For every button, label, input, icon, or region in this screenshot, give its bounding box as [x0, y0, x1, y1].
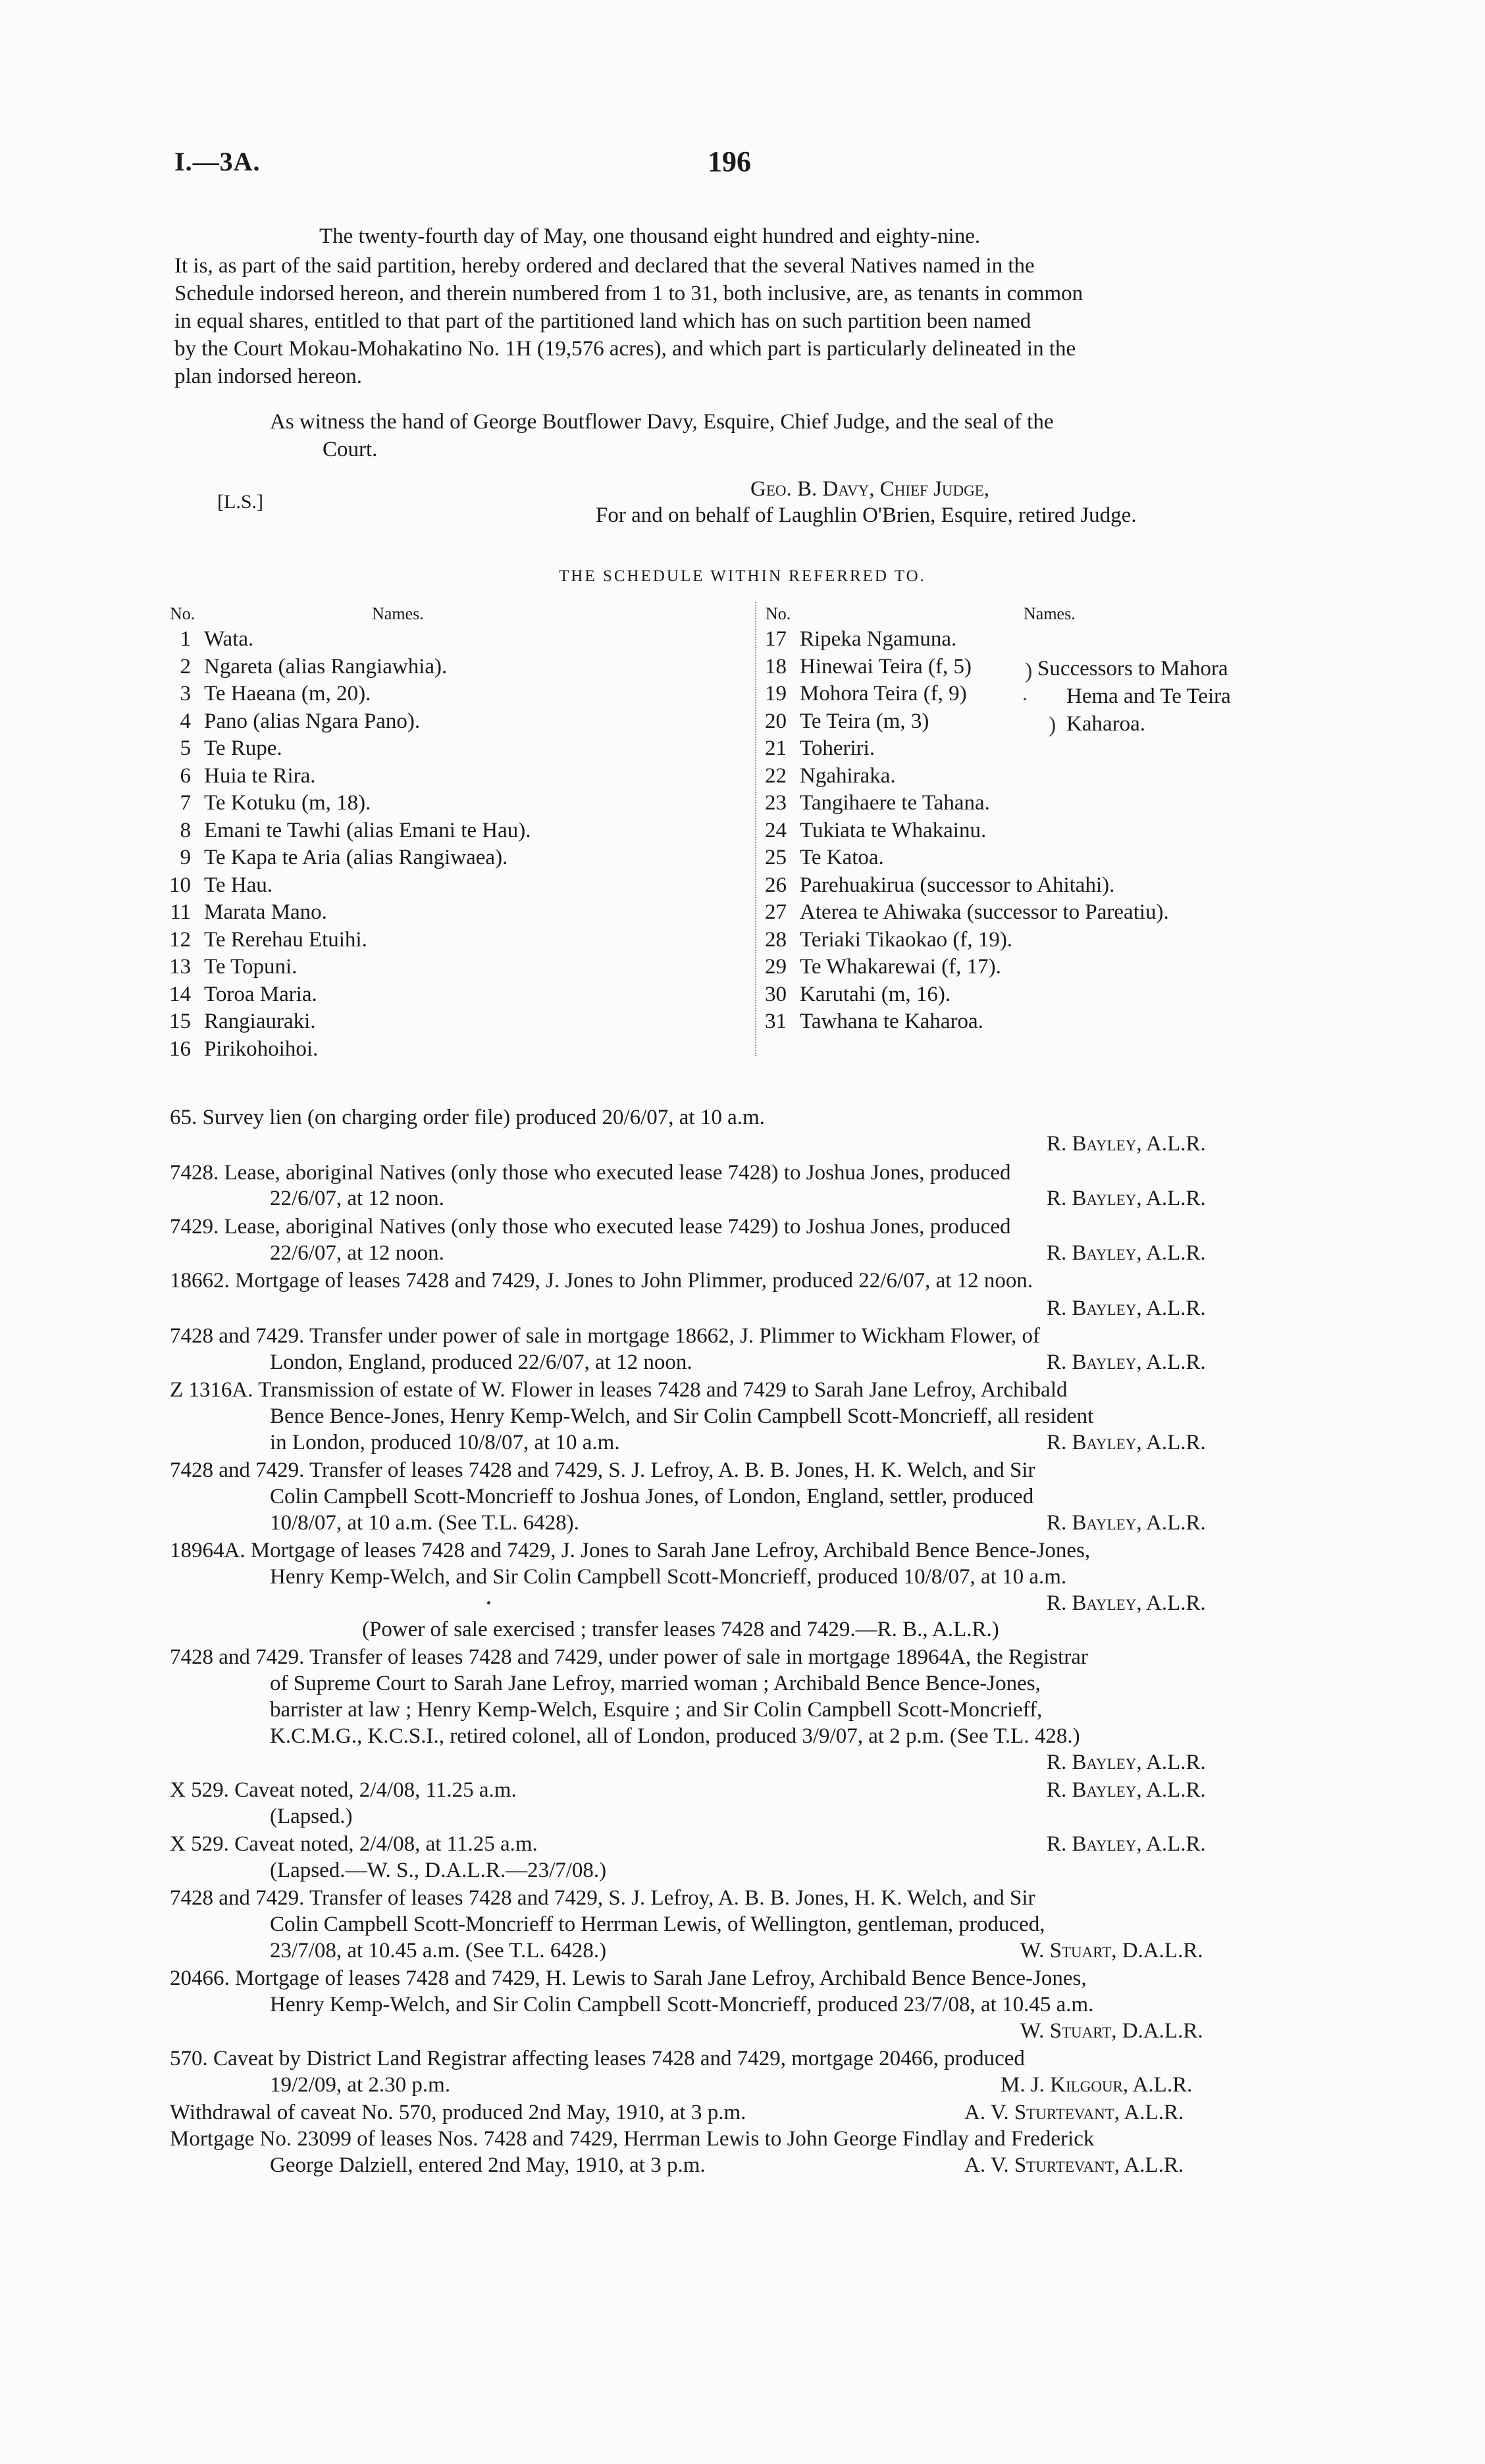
schedule-row-number: 26 — [765, 873, 787, 897]
order-line-3: in equal shares, entitled to that part of the partitioned land which has on such partition been named — [174, 309, 1031, 333]
schedule-row-name: Marata Mano. — [204, 900, 327, 924]
schedule-row-number: 28 — [765, 927, 787, 952]
schedule-row-number: 15 — [169, 1010, 191, 1033]
memorial-x529-b-note: (Lapsed.—W. S., D.A.L.R.—23/7/08.) — [270, 1859, 607, 1882]
schedule-row-number: 7 — [180, 791, 191, 815]
successors-line-3: Kaharoa. — [1066, 712, 1146, 736]
memorial-7429-lease-cont: 22/6/07, at 12 noon. — [270, 1241, 444, 1265]
schedule-row-name: Te Kotuku (m, 18). — [204, 791, 371, 815]
memorial-7428-lease: 7428. Lease, aboriginal Natives (only those who executed lease 7428) to Joshua Jones, produced — [170, 1161, 1011, 1185]
memorial-65-sig: R. Bayley, A.L.R. — [1047, 1132, 1206, 1156]
schedule-row-name: Ripeka Ngamuna. — [800, 627, 957, 651]
schedule-row-name: Ngareta (alias Rangiawhia). — [204, 654, 448, 679]
witness-line-2: Court. — [323, 438, 378, 461]
schedule-row-name: Teriaki Tikaokao (f, 19). — [800, 927, 1013, 952]
schedule-title: THE SCHEDULE WITHIN REFERRED TO. — [559, 567, 926, 585]
memorial-20466-cont: Henry Kemp-Welch, and Sir Colin Campbell Scott-Moncrieff, produced 23/7/08, at 10.45 a.m. — [270, 1993, 1094, 2016]
judge-signature: Geo. B. Davy, Chief Judge, — [750, 477, 990, 501]
schedule-row-number: 17 — [765, 627, 787, 651]
schedule-row-name: Te Rupe. — [204, 736, 282, 760]
schedule-row-name: Pirikohoihoi. — [204, 1037, 319, 1061]
right-no-header: No. — [766, 604, 791, 623]
schedule-row-number: 11 — [170, 900, 191, 924]
schedule-row-number: 9 — [180, 846, 191, 869]
schedule-row-number: 16 — [169, 1037, 191, 1061]
schedule-row-name: Wata. — [204, 627, 254, 651]
schedule-row-name: Tawhana te Kaharoa. — [800, 1010, 983, 1033]
schedule-row-name: Te Whakarewai (f, 17). — [800, 955, 1001, 979]
schedule-row-number: 29 — [765, 955, 787, 979]
schedule-row-name: Rangiauraki. — [204, 1010, 316, 1033]
schedule-row-number: 6 — [180, 763, 191, 788]
schedule-row-number: 19 — [765, 682, 787, 706]
schedule-row-number: 25 — [765, 846, 787, 869]
memorial-withdrawal: Withdrawal of caveat No. 570, produced 2nd May, 1910, at 3 p.m. — [170, 2101, 746, 2124]
schedule-row-number: 10 — [169, 873, 191, 897]
schedule-row-name: Te Hau. — [204, 873, 273, 897]
schedule-row-name: Pano (alias Ngara Pano). — [204, 709, 421, 733]
memorial-20466-sig: W. Stuart, D.A.L.R. — [1020, 2019, 1203, 2043]
order-line-2: Schedule indorsed hereon, and therein numbered from 1 to 31, both inclusive, are, as tenants in common — [174, 282, 1083, 305]
memorial-transfer-3-cont-1: of Supreme Court to Sarah Jane Lefroy, married woman ; Archibald Bence Bence-Jones, — [270, 1672, 1041, 1695]
memorial-570-cont: 19/2/09, at 2.30 p.m. — [270, 2073, 451, 2097]
schedule-row-number: 4 — [180, 709, 191, 733]
memorial-transfer-4: 7428 and 7429. Transfer of leases 7428 and 7429, S. J. Lefroy, A. B. B. Jones, H. K. Welch, and Sir — [170, 1886, 1035, 1910]
schedule-row-name: Ngahiraka. — [800, 763, 896, 788]
schedule-row-number: 23 — [765, 791, 787, 815]
memorial-transfer-3: 7428 and 7429. Transfer of leases 7428 and 7429, under power of sale in mortgage 18964A, the Registrar — [170, 1645, 1088, 1669]
memorial-18964a: 18964A. Mortgage of leases 7428 and 7429, J. Jones to Sarah Jane Lefroy, Archibald Bence Bence-Jones, — [170, 1539, 1091, 1562]
memorial-transfer-1-cont: London, England, produced 22/6/07, at 12 noon. — [270, 1350, 692, 1374]
schedule-row-number: 22 — [765, 763, 787, 788]
memorial-x529-b: X 529. Caveat noted, 2/4/08, at 11.25 a.m. — [170, 1832, 538, 1856]
memorial-z1316a-cont-1: Bence Bence-Jones, Henry Kemp-Welch, and Sir Colin Campbell Scott-Moncrieff, all resident — [270, 1404, 1094, 1428]
schedule-row-number: 20 — [765, 709, 787, 733]
schedule-row-name: Karutahi (m, 16). — [800, 982, 951, 1006]
memorial-7428-lease-cont: 22/6/07, at 12 noon. — [270, 1187, 444, 1210]
memorial-transfer-4-cont-1: Colin Campbell Scott-Moncrieff to Herrman Lewis, of Wellington, gentleman, produced, — [270, 1912, 1045, 1936]
memorial-18964a-sig: R. Bayley, A.L.R. — [1047, 1591, 1206, 1615]
memorial-65: 65. Survey lien (on charging order file) produced 20/6/07, at 10 a.m. — [170, 1106, 765, 1129]
schedule-row-number: 12 — [169, 927, 191, 952]
schedule-row-number: 3 — [180, 682, 191, 706]
memorial-18662-sig: R. Bayley, A.L.R. — [1047, 1296, 1206, 1320]
order-line-5: plan indorsed hereon. — [174, 365, 362, 388]
bracket-mid: · — [1022, 688, 1028, 710]
left-no-header: No. — [170, 604, 195, 623]
memorial-transfer-2-cont-2: 10/8/07, at 10 a.m. (See T.L. 6428). — [270, 1511, 579, 1535]
memorial-transfer-3-cont-2: barrister at law ; Henry Kemp-Welch, Esquire ; and Sir Colin Campbell Scott-Moncrieff, — [270, 1698, 1043, 1722]
schedule-row-number: 5 — [180, 736, 191, 760]
bracket-open: ) — [1025, 659, 1033, 683]
schedule-row-number: 24 — [765, 818, 787, 842]
schedule-row-number: 1 — [180, 627, 191, 651]
schedule-row-name: Hinewai Teira (f, 5) — [800, 654, 972, 679]
behalf-line: For and on behalf of Laughlin O'Brien, Esquire, retired Judge. — [596, 503, 1137, 527]
memorial-transfer-2: 7428 and 7429. Transfer of leases 7428 and 7429, S. J. Lefroy, A. B. B. Jones, H. K. Welch, and Sir — [170, 1458, 1035, 1482]
memorial-z1316a-cont-2: in London, produced 10/8/07, at 10 a.m. — [270, 1431, 620, 1454]
schedule-row-number: 2 — [180, 654, 191, 679]
schedule-row-number: 14 — [169, 982, 191, 1006]
schedule-row-name: Huia te Rira. — [204, 763, 316, 788]
schedule-row-number: 27 — [765, 900, 787, 924]
order-date: The twenty-fourth day of May, one thousand eight hundred and eighty-nine. — [319, 224, 981, 248]
schedule-row-number: 8 — [180, 818, 191, 842]
memorial-18964a-note: (Power of sale exercised ; transfer leases 7428 and 7429.—R. B., A.L.R.) — [362, 1618, 999, 1641]
schedule-row-name: Emani te Tawhi (alias Emani te Hau). — [204, 818, 531, 842]
schedule-row-number: 31 — [765, 1010, 787, 1033]
memorial-transfer-1: 7428 and 7429. Transfer under power of sale in mortgage 18662, J. Plimmer to Wickham Flower, of — [170, 1324, 1041, 1348]
schedule-row-name: Tangihaere te Tahana. — [800, 791, 990, 815]
memorial-z1316a-sig: R. Bayley, A.L.R. — [1047, 1431, 1206, 1454]
memorial-z1316a: Z 1316A. Transmission of estate of W. Flower in leases 7428 and 7429 to Sarah Jane Lefroy, Archibald — [170, 1378, 1068, 1402]
order-line-1: It is, as part of the said partition, hereby ordered and declared that the several Natives named in the — [174, 254, 1035, 278]
schedule-row-number: 18 — [765, 654, 787, 679]
schedule-row-name: Toroa Maria. — [204, 982, 317, 1006]
document-reference: I.—3A. — [174, 147, 261, 176]
seal: [L.S.] — [217, 491, 263, 513]
page-number: 196 — [708, 145, 751, 178]
memorial-18662: 18662. Mortgage of leases 7428 and 7429, J. Jones to John Plimmer, produced 22/6/07, at 12 noon. — [170, 1269, 1033, 1293]
schedule-row-name: Te Rerehau Etuihi. — [204, 927, 367, 952]
memorial-23099-sig: A. V. Sturtevant, A.L.R. — [964, 2153, 1184, 2177]
bracket-close: ) — [1049, 713, 1056, 737]
memorial-transfer-3-sig: R. Bayley, A.L.R. — [1047, 1751, 1206, 1774]
ink-dot — [487, 1601, 490, 1604]
schedule-row-name: Mohora Teira (f, 9) — [800, 682, 967, 706]
memorial-570-sig: M. J. Kilgour, A.L.R. — [1001, 2073, 1193, 2097]
memorial-x529-b-sig: R. Bayley, A.L.R. — [1047, 1832, 1206, 1856]
schedule-row-name: Te Teira (m, 3) — [800, 709, 929, 733]
memorial-x529-a: X 529. Caveat noted, 2/4/08, 11.25 a.m. — [170, 1778, 517, 1802]
memorial-570: 570. Caveat by District Land Registrar affecting leases 7428 and 7429, mortgage 20466, produced — [170, 2047, 1025, 2070]
memorial-withdrawal-sig: A. V. Sturtevant, A.L.R. — [964, 2101, 1184, 2124]
witness-line-1: As witness the hand of George Boutflower Davy, Esquire, Chief Judge, and the seal of the — [270, 410, 1054, 434]
memorial-23099-cont: George Dalziell, entered 2nd May, 1910, at 3 p.m. — [270, 2153, 706, 2177]
schedule-row-name: Te Katoa. — [800, 846, 884, 869]
schedule-row-name: Te Kapa te Aria (alias Rangiwaea). — [204, 846, 508, 869]
schedule-row-name: Tukiata te Whakainu. — [800, 818, 987, 842]
schedule-row-number: 21 — [765, 736, 787, 760]
schedule-row-name: Te Haeana (m, 20). — [204, 682, 371, 706]
schedule-row-name: Parehuakirua (successor to Ahitahi). — [800, 873, 1115, 897]
memorial-transfer-2-sig: R. Bayley, A.L.R. — [1047, 1511, 1206, 1535]
memorial-7429-lease-sig: R. Bayley, A.L.R. — [1047, 1241, 1206, 1265]
memorial-transfer-1-sig: R. Bayley, A.L.R. — [1047, 1350, 1206, 1374]
memorial-transfer-2-cont-1: Colin Campbell Scott-Moncrieff to Joshua Jones, of London, England, settler, produced — [270, 1485, 1034, 1508]
memorial-23099: Mortgage No. 23099 of leases Nos. 7428 and 7429, Herrman Lewis to John George Findlay and Frederick — [170, 2127, 1095, 2151]
memorial-18964a-cont: Henry Kemp-Welch, and Sir Colin Campbell Scott-Moncrieff, produced 10/8/07, at 10 a.m. — [270, 1565, 1067, 1589]
memorial-transfer-4-sig: W. Stuart, D.A.L.R. — [1020, 1939, 1203, 1963]
schedule-row-name: Aterea te Ahiwaka (successor to Pareatiu). — [800, 900, 1169, 924]
schedule-row-number: 30 — [765, 982, 787, 1006]
memorial-transfer-3-cont-3: K.C.M.G., K.C.S.I., retired colonel, all of London, produced 3/9/07, at 2 p.m. (See T.L. 428.) — [270, 1724, 1080, 1748]
memorial-x529-a-note: (Lapsed.) — [270, 1805, 353, 1828]
successors-line-1: Successors to Mahora — [1037, 657, 1228, 680]
left-names-header: Names. — [372, 604, 424, 623]
schedule-row-name: Te Topuni. — [204, 955, 298, 979]
order-line-4: by the Court Mokau-Mohakatino No. 1H (19,576 acres), and which part is particularly delineated in the — [174, 337, 1076, 361]
schedule-row-number: 13 — [169, 955, 191, 979]
right-names-header: Names. — [1024, 604, 1076, 623]
memorial-7429-lease: 7429. Lease, aboriginal Natives (only those who executed lease 7429) to Joshua Jones, produced — [170, 1215, 1011, 1239]
successors-line-2: Hema and Te Teira — [1066, 684, 1231, 708]
memorial-7428-lease-sig: R. Bayley, A.L.R. — [1047, 1187, 1206, 1210]
memorial-20466: 20466. Mortgage of leases 7428 and 7429, H. Lewis to Sarah Jane Lefroy, Archibald Bence Bence-Jones, — [170, 1966, 1087, 1990]
schedule-row-name: Toheriri. — [800, 736, 875, 760]
memorial-x529-a-sig: R. Bayley, A.L.R. — [1047, 1778, 1206, 1802]
memorial-transfer-4-cont-2: 23/7/08, at 10.45 a.m. (See T.L. 6428.) — [270, 1939, 607, 1963]
